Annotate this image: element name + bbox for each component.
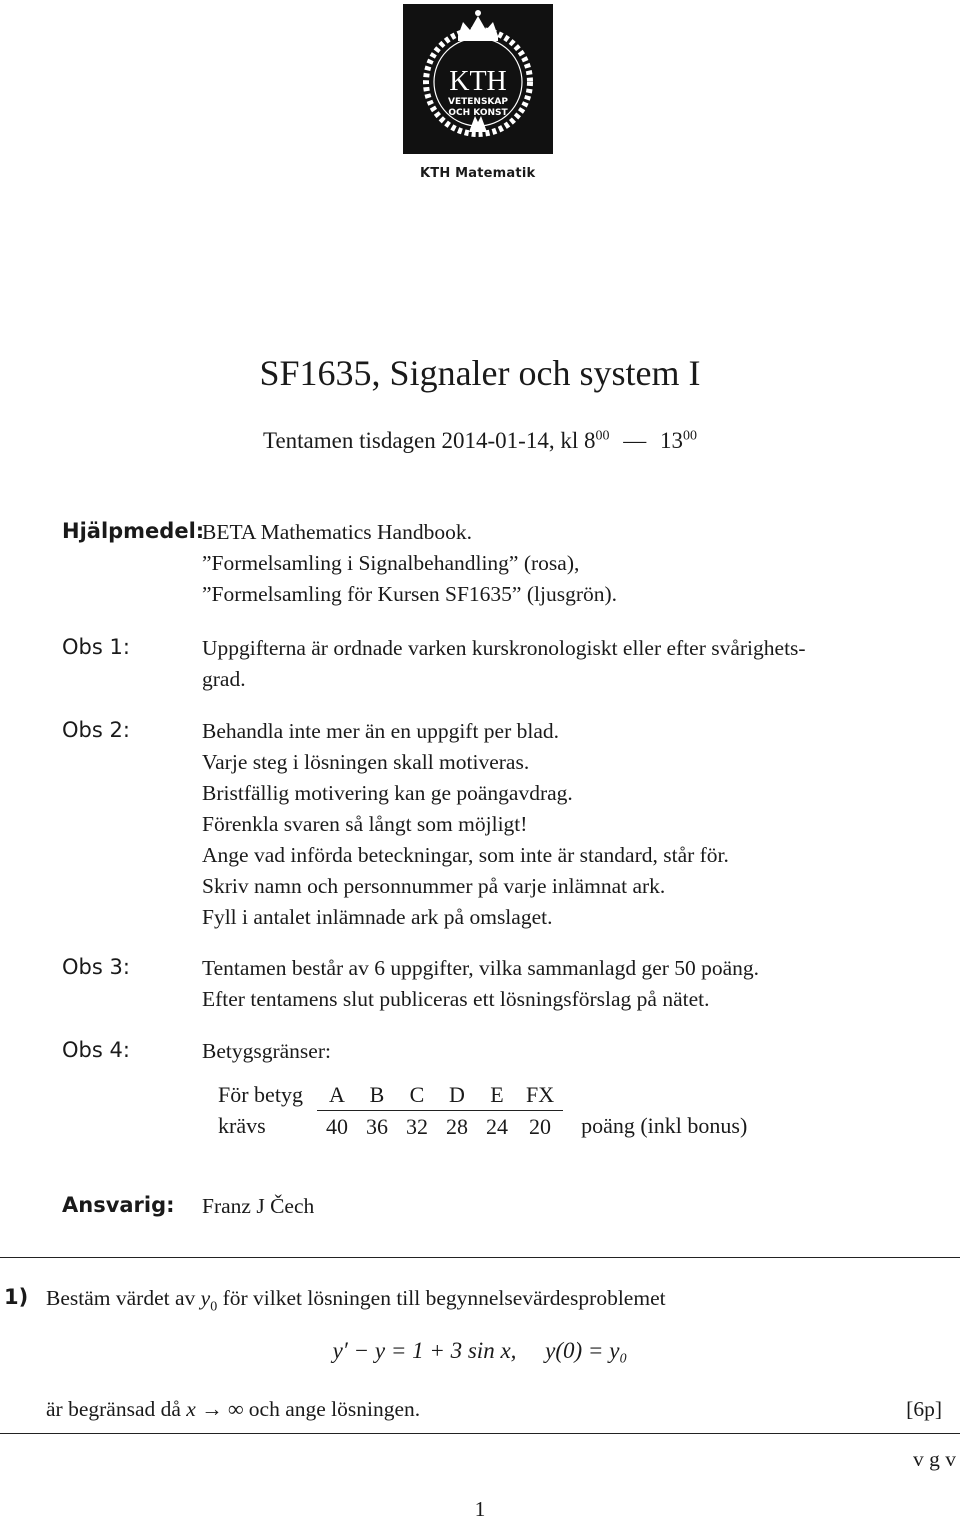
obs3-text: [202, 953, 759, 1015]
kth-logo: [403, 4, 553, 154]
grade-cell: C: [397, 1079, 437, 1111]
grade-cell: E: [477, 1079, 517, 1111]
logo-vetenskap-text: VETENSKAP: [448, 97, 508, 107]
responsible-name: Franz J Čech: [202, 1194, 315, 1218]
problem-points: [6p]: [906, 1397, 942, 1421]
obs1-line: Uppgifterna är ordnade varken kurskronologiskt eller efter svårighets-: [202, 636, 806, 660]
exam-subtitle: [0, 428, 960, 454]
grade-table-points-row: [218, 1111, 756, 1143]
bottom-divider: [0, 1433, 960, 1434]
points-cell: 24: [485, 1113, 508, 1139]
logo-kth-text: KTH: [449, 66, 507, 97]
points-cell: 36: [365, 1113, 388, 1139]
grade-table-header-row: [218, 1079, 756, 1111]
department-name: KTH Matematik: [420, 166, 536, 181]
obs2-line: Förenkla svaren så långt som möjligt!: [202, 812, 528, 836]
grade-table: [218, 1079, 756, 1142]
problem-closing: [46, 1394, 420, 1425]
time-dash: —: [623, 428, 647, 453]
obs1-line: grad.: [202, 667, 246, 691]
points-cell: 20: [529, 1113, 552, 1139]
problem-closing-after: och ange lösningen.: [248, 1397, 421, 1421]
obs2-line: Fyll i antalet inlämnade ark på omslaget.: [202, 905, 553, 929]
grade-cell: A: [317, 1079, 357, 1111]
obs4-label: Obs 4:: [62, 1038, 130, 1062]
aids-line: BETA Mathematics Handbook.: [202, 520, 472, 544]
turn-page-note: v g v: [913, 1447, 956, 1471]
problem-closing-math: x → ∞: [186, 1397, 244, 1421]
obs1-text: [202, 633, 806, 695]
subtitle-prefix: Tentamen tisdagen 2014-01-14, kl 8: [263, 428, 596, 453]
points-row-label: krävs: [218, 1113, 266, 1139]
aids-list: [202, 517, 617, 610]
obs2-text: [202, 716, 729, 933]
section-divider: [0, 1257, 960, 1258]
end-time-hour: 13: [659, 428, 683, 453]
grade-row-label: För betyg: [218, 1081, 303, 1107]
grade-limits-heading: Betygsgränser:: [202, 1039, 331, 1063]
grade-cell: D: [437, 1079, 477, 1111]
problem-intro-var: $y_0$: [200, 1286, 218, 1315]
points-cell: 28: [445, 1113, 468, 1139]
responsible-label: Ansvarig:: [62, 1193, 175, 1217]
problem-intro-after: för vilket lösningen till begynnelsevärdesproblemet: [222, 1286, 666, 1310]
start-time-minutes: 00: [595, 428, 610, 444]
problem-intro-before: Bestäm värdet av: [46, 1286, 196, 1310]
obs2-line: Varje steg i lösningen skall motiveras.: [202, 750, 530, 774]
exam-title: SF1635, Signaler och system I: [259, 353, 701, 393]
obs2-line: Behandla inte mer än en uppgift per blad.: [202, 719, 560, 743]
problem-closing-before: är begränsad då: [46, 1397, 181, 1421]
obs2-line: Skriv namn och personnummer på varje inlämnat ark.: [202, 874, 666, 898]
points-cell: 32: [405, 1113, 428, 1139]
obs3-line: Efter tentamens slut publiceras ett lösningsförslag på nätet.: [202, 987, 710, 1011]
points-unit: poäng (inkl bonus): [581, 1113, 748, 1139]
points-cell: 40: [325, 1113, 348, 1139]
problem-number: 1): [4, 1285, 29, 1309]
page-number: 1: [474, 1497, 486, 1521]
obs2-line: Bristfällig motivering kan ge poängavdrag.: [202, 781, 573, 805]
problem-equation: y′ − y = 1 + 3 sin x, y(0) = y₀: [332, 1338, 628, 1363]
grade-cell: FX: [517, 1079, 563, 1111]
end-time-minutes: 00: [682, 428, 697, 444]
aids-label: Hjälpmedel:: [62, 519, 205, 543]
obs2-label: Obs 2:: [62, 718, 130, 742]
obs1-label: Obs 1:: [62, 635, 130, 659]
obs3-line: Tentamen består av 6 uppgifter, vilka sammanlagd ger 50 poäng.: [202, 956, 760, 980]
aids-line: ”Formelsamling i Signalbehandling” (rosa),: [202, 551, 580, 575]
obs3-label: Obs 3:: [62, 955, 130, 979]
grade-cell: B: [357, 1079, 397, 1111]
logo-och-konst-text: OCH KONST: [448, 108, 508, 118]
aids-line: ”Formelsamling för Kursen SF1635” (ljusgrön).: [202, 582, 618, 606]
obs2-line: Ange vad införda beteckningar, som inte är standard, står för.: [202, 843, 729, 867]
problem-intro: [46, 1283, 666, 1322]
